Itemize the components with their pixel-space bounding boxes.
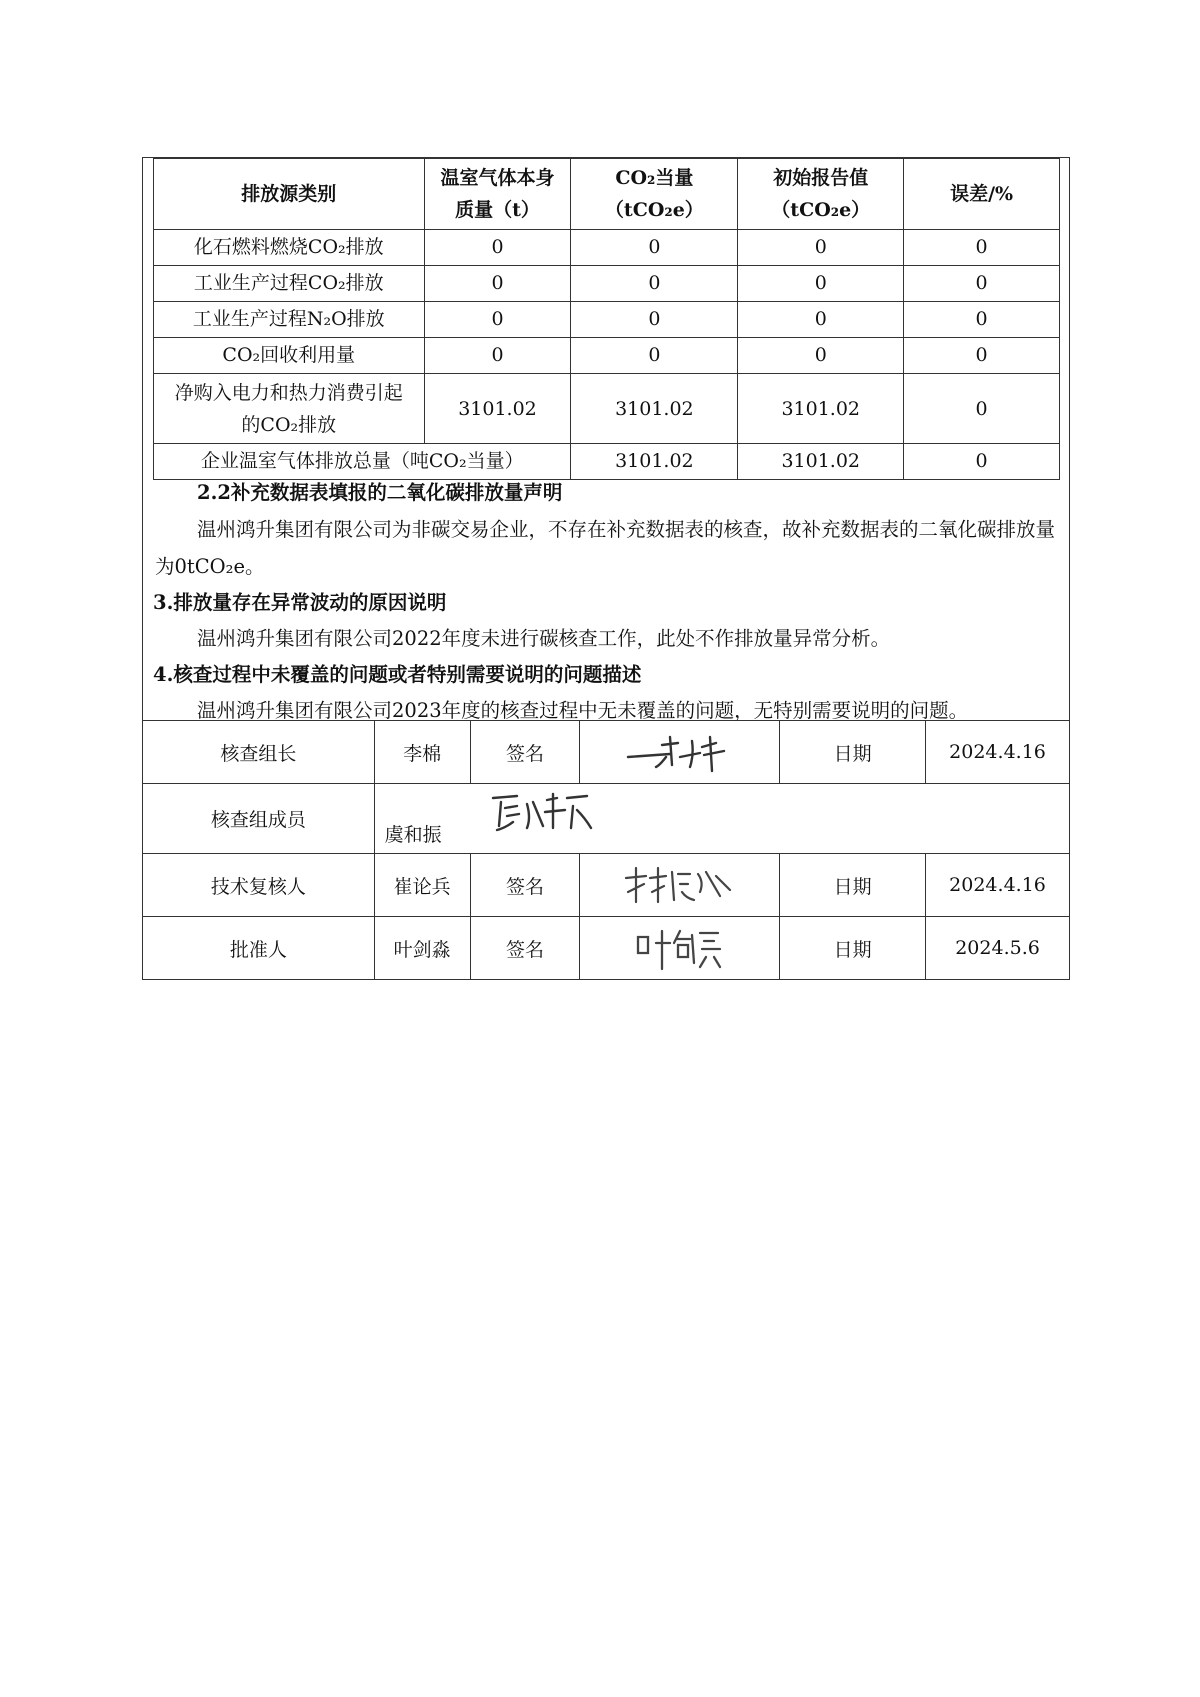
section-2-2-title: 2.2补充数据表填报的二氧化碳排放量声明 [197, 481, 563, 504]
row-error: 0 [904, 266, 1060, 302]
row-error: 0 [904, 338, 1060, 374]
person-name: 李棉 [374, 721, 470, 784]
person-name: 崔论兵 [374, 854, 470, 917]
total-initial: 3101.02 [738, 444, 904, 480]
table-row-electricity [154, 374, 1060, 444]
section-4-body: 温州鸿升集团有限公司2023年度的核查过程中无未覆盖的问题，无特别需要说明的问题。 [197, 699, 969, 722]
date-label: 日期 [780, 917, 926, 980]
section-3-title: 3.排放量存在异常波动的原因说明 [153, 591, 447, 614]
row-initial: 0 [738, 230, 904, 266]
handwritten-signature [487, 788, 597, 834]
date-label: 日期 [780, 721, 926, 784]
signature-reviewer [580, 854, 780, 917]
date-label: 日期 [780, 854, 926, 917]
handwritten-signature [630, 923, 730, 973]
row-mass: 0 [424, 302, 571, 338]
row-co2eq: 0 [571, 230, 738, 266]
row-label: 工业生产过程CO₂排放 [154, 266, 425, 302]
table-row [154, 302, 1060, 338]
signature-table [142, 720, 1070, 980]
row-mass: 3101.02 [424, 374, 571, 444]
role-label: 批准人 [143, 917, 375, 980]
member-cell [374, 784, 1069, 854]
table-row [154, 266, 1060, 302]
header-initial [738, 159, 904, 230]
header-initial-line2: （tCO₂e） [771, 199, 871, 221]
header-co2-eq-line2: （tCO₂e） [604, 199, 704, 221]
header-source-type: 排放源类别 [154, 159, 425, 230]
signature-row-approver [143, 917, 1070, 980]
role-label: 技术复核人 [143, 854, 375, 917]
signature-row-member [143, 784, 1070, 854]
row-co2eq: 3101.02 [571, 374, 738, 444]
table-row [154, 230, 1060, 266]
row-error: 0 [904, 302, 1060, 338]
row-error: 0 [904, 230, 1060, 266]
date-value: 2024.4.16 [926, 721, 1070, 784]
emissions-header-row [154, 159, 1060, 230]
row-co2eq: 0 [571, 302, 738, 338]
sign-label: 签名 [470, 721, 580, 784]
table-row [154, 338, 1060, 374]
row-label-line2: 的CO₂排放 [241, 413, 337, 436]
handwritten-signature [620, 727, 740, 777]
header-co2-eq [571, 159, 738, 230]
role-label: 核查组长 [143, 721, 375, 784]
row-co2eq: 0 [571, 338, 738, 374]
row-label: 化石燃料燃烧CO₂排放 [154, 230, 425, 266]
handwritten-signature [620, 862, 740, 908]
date-value: 2024.5.6 [926, 917, 1070, 980]
row-label [154, 374, 425, 444]
section-3-body: 温州鸿升集团有限公司2022年度未进行碳核查工作，此处不作排放量异常分析。 [197, 627, 891, 650]
signature-row-leader [143, 721, 1070, 784]
person-name: 叶剑淼 [374, 917, 470, 980]
header-ghg-mass-line1: 温室气体本身 [440, 167, 555, 189]
row-co2eq: 0 [571, 266, 738, 302]
header-initial-line1: 初始报告值 [773, 167, 869, 189]
total-co2eq: 3101.02 [571, 444, 738, 480]
row-mass: 0 [424, 230, 571, 266]
row-mass: 0 [424, 266, 571, 302]
row-label: CO₂回收利用量 [154, 338, 425, 374]
row-initial: 0 [738, 302, 904, 338]
signature-row-reviewer [143, 854, 1070, 917]
header-error: 误差/% [904, 159, 1060, 230]
section-4-title: 4.核查过程中未覆盖的问题或者特别需要说明的问题描述 [153, 663, 642, 686]
header-ghg-mass [424, 159, 571, 230]
row-label-line1: 净购入电力和热力消费引起 [174, 381, 403, 404]
section-2-2-body: 温州鸿升集团有限公司为非碳交易企业，不存在补充数据表的核查，故补充数据表的二氧化碳排放量为0tCO₂e。 [155, 518, 1056, 578]
header-co2-eq-line1: CO₂当量 [615, 167, 694, 189]
total-label: 企业温室气体排放总量（吨CO₂当量） [154, 444, 571, 480]
sign-label: 签名 [470, 854, 580, 917]
row-initial: 0 [738, 266, 904, 302]
row-label: 工业生产过程N₂O排放 [154, 302, 425, 338]
signature-approver [580, 917, 780, 980]
sign-label: 签名 [470, 917, 580, 980]
person-name: 虞和振 [384, 824, 442, 846]
signature-leader [580, 721, 780, 784]
header-ghg-mass-line2: 质量（t） [455, 199, 540, 221]
sections [155, 475, 1060, 729]
row-initial: 0 [738, 338, 904, 374]
row-error: 0 [904, 374, 1060, 444]
emissions-table [153, 158, 1060, 480]
row-initial: 3101.02 [738, 374, 904, 444]
date-value: 2024.4.16 [926, 854, 1070, 917]
row-mass: 0 [424, 338, 571, 374]
total-error: 0 [904, 444, 1060, 480]
role-label: 核查组成员 [143, 784, 375, 854]
